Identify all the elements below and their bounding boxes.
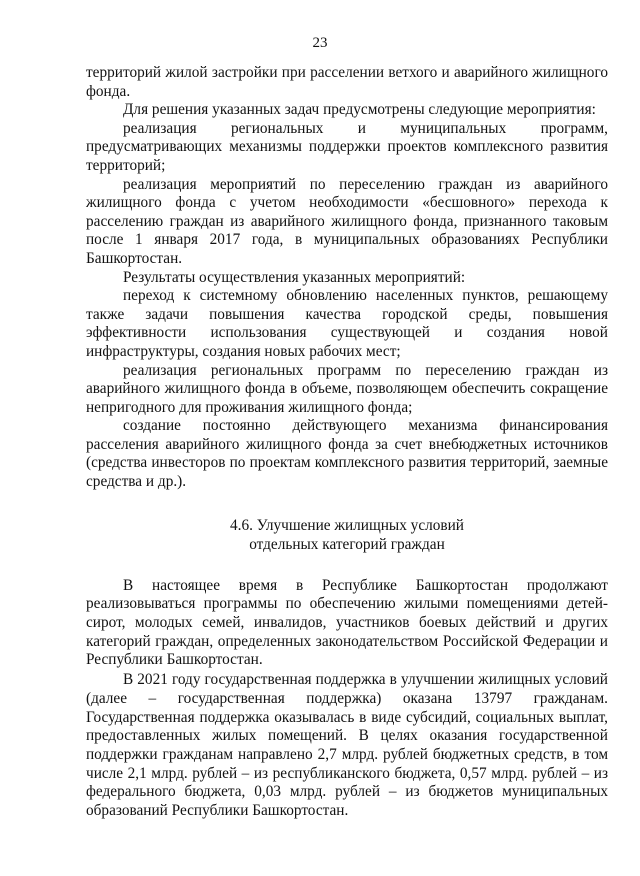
paragraph-continuation: территорий жилой застройки при расселении ветхого и аварийного жилищного фонда.	[86, 64, 608, 100]
paragraph-support-2021: В 2021 году государственная поддержка в улучшении жилищных условий (далее – государственная поддержка) оказана 13797 гражданам. Государственная поддержка оказывалась в виде субсидий, социальных выплат, предоставленных жилых помещений. В целях оказания государственной поддержки гражданам направлено 2,7 млрд. рублей бюджетных средств, в том числе 2,1 млрд. рублей – из республиканского бюджета, 0,57 млрд. рублей – из федерального бюджета, 0,03 млрд. рублей – из бюджетов муниципальных образований Республики Башкортостан.	[86, 671, 608, 820]
paragraph-programs-ongoing: В настоящее время в Республике Башкортостан продолжают реализовываться программы по обеспечению жилыми помещениями детей-сирот, молодых семей, инвалидов, участников боевых действий и других категорий граждан, определенных законодательством Российской Федерации и Республики Башкортостан.	[86, 576, 608, 669]
paragraph-measure-resettlement: реализация мероприятий по переселению граждан из аварийного жилищного фонда с учетом необходимости «бесшовного» перехода к расселению граждан из аварийного жилищного фонда, признанного таковым после 1 января 2017 года, в муниципальных образованиях Республики Башкортостан.	[86, 175, 608, 267]
paragraph-result-programs: реализация региональных программ по переселению граждан из аварийного жилищного фонда в объеме, позволяющем обеспечить сокращение непригодного для проживания жилищного фонда;	[86, 361, 608, 416]
paragraph-result-renewal: переход к системному обновлению населенных пунктов, решающему также задачи повышения качества городской среды, повышения эффективности использования существующей и создания новой инфраструктуры, создания новых рабочих мест;	[86, 287, 608, 360]
section-heading	[86, 516, 608, 555]
paragraph-result-financing: создание постоянно действующего механизма финансирования расселения аварийного жилищного фонда за счет внебюджетных источников (средства инвесторов по проектам комплексного развития территорий, заемные средства и др.).	[86, 417, 608, 491]
paragraph-results-intro: Результаты осуществления указанных мероприятий:	[123, 268, 466, 286]
page-number: 23	[312, 35, 328, 51]
body-text	[86, 64, 608, 821]
section-heading-line-2: отдельных категорий граждан	[249, 536, 445, 554]
section-heading-line-1: 4.6. Улучшение жилищных условий	[229, 516, 464, 534]
paragraph-measure-programs: реализация региональных и муниципальных программ, предусматривающих механизмы поддержки проектов комплексного развития территорий;	[86, 119, 608, 174]
paragraph-tasks-intro: Для решения указанных задач предусмотрены следующие мероприятия:	[123, 101, 596, 119]
